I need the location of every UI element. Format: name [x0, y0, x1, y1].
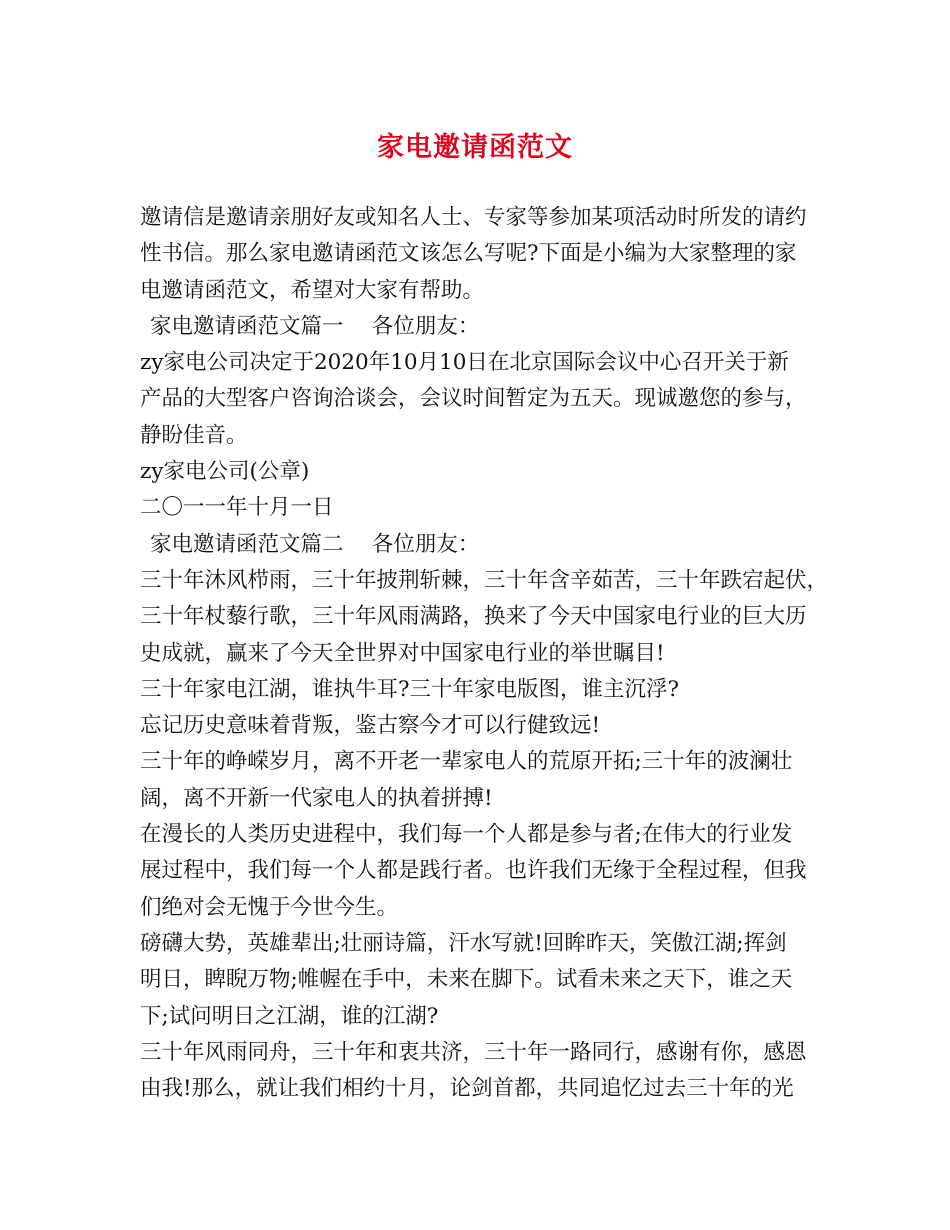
body-line: 三十年杖藜行歌，三十年风雨满路，换来了今天中国家电行业的巨大历 [140, 604, 807, 630]
section-heading-2: 家电邀请函范文篇二 各位朋友： [150, 531, 480, 557]
date-line: 二〇一一年十月一日 [140, 495, 334, 521]
body-line: 三十年风雨同舟，三十年和衷共济，三十年一路同行，感谢有你，感恩 [140, 1039, 807, 1065]
body-line: 展过程中，我们每一个人都是践行者。也许我们无缘于全程过程，但我 [140, 858, 807, 884]
body-line: 阔，离不开新一代家电人的执着拼搏! [140, 785, 493, 811]
body-line: 明日，睥睨万物;帷幄在手中，未来在脚下。试看未来之天下，谁之天 [140, 967, 793, 993]
signature-line: zy家电公司(公章) [140, 459, 310, 485]
body-line: 磅礴大势，英雄辈出;壮丽诗篇，汗水写就!回眸昨天，笑傲江湖;挥剑 [140, 930, 787, 956]
body-line: 下;试问明日之江湖，谁的江湖? [140, 1003, 439, 1029]
body-line: 邀请信是邀请亲朋好友或知名人士、专家等参加某项活动时所发的请约 [140, 205, 807, 230]
body-line: 忘记历史意味着背叛，鉴古察今才可以行健致远! [140, 713, 601, 739]
body-line: 性书信。那么家电邀请函范文该怎么写呢?下面是小编为大家整理的家 [140, 241, 797, 267]
body-line: 由我!那么，就让我们相约十月，论剑首都，共同追忆过去三十年的光 [140, 1076, 794, 1102]
document-body [140, 200, 829, 1107]
body-line: 静盼佳音。 [140, 422, 248, 448]
body-line: 在漫长的人类历史进程中，我们每一个人都是参与者;在伟大的行业发 [140, 822, 793, 848]
body-line: 产品的大型客户咨询洽谈会，会议时间暂定为五天。现诚邀您的参与， [140, 386, 807, 412]
body-line: 史成就，赢来了今天全世界对中国家电行业的举世瞩目! [140, 640, 665, 666]
body-line: 三十年沐风栉雨，三十年披荆斩棘，三十年含辛茹苦，三十年跌宕起伏， [140, 567, 829, 593]
document-title: 家电邀请函范文 [377, 132, 573, 163]
body-line: zy家电公司决定于2020年10月10日在北京国际会议中心召开关于新 [140, 350, 789, 376]
body-line: 三十年的峥嵘岁月，离不开老一辈家电人的荒原开拓;三十年的波澜壮 [140, 749, 793, 775]
body-line: 们绝对会无愧于今世今生。 [140, 894, 399, 920]
body-line: 电邀请函范文，希望对大家有帮助。 [140, 277, 485, 303]
section-heading-1: 家电邀请函范文篇一 各位朋友： [150, 313, 480, 339]
body-line: 三十年家电江湖，谁执牛耳?三十年家电版图，谁主沉浮? [140, 676, 680, 702]
